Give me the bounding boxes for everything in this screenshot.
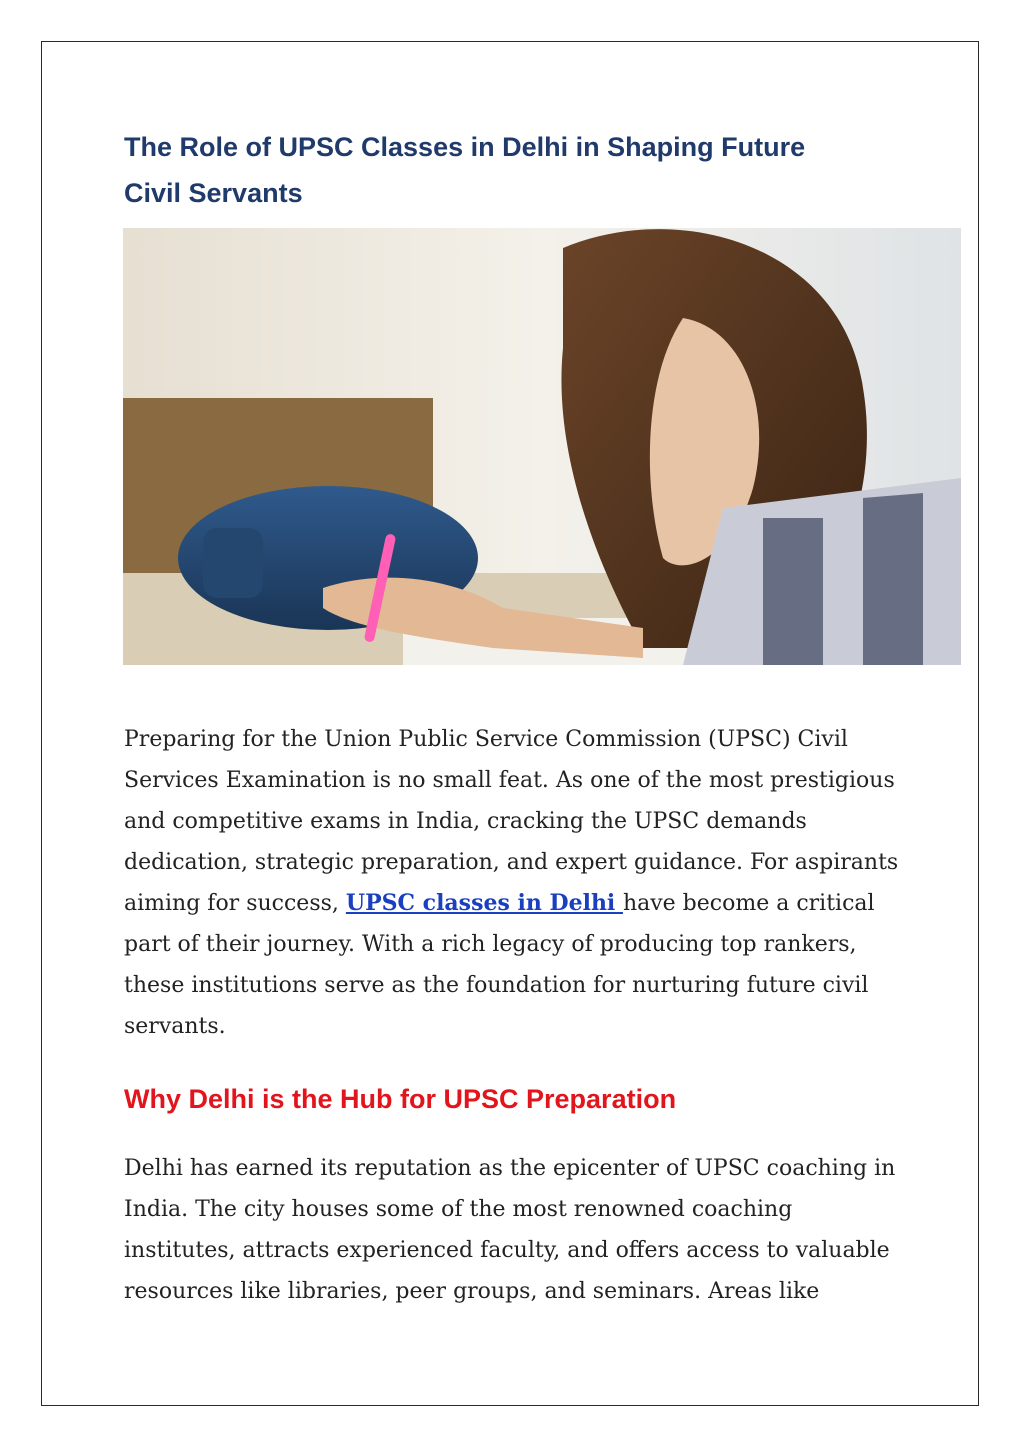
page-title — [124, 124, 904, 216]
upsc-classes-link[interactable]: UPSC classes in Delhi — [345, 890, 623, 916]
text-line: institutes, attracts experienced faculty, and offers access to valuable — [124, 1238, 890, 1263]
text-line: dedication, strategic preparation, and expert guidance. For aspirants — [124, 850, 899, 875]
text-line: servants. — [124, 1014, 226, 1039]
text-line: resources like libraries, peer groups, and seminars. Areas like — [124, 1279, 820, 1304]
text-line: aiming for success, — [124, 891, 346, 916]
title-line-1: The Role of UPSC Classes in Delhi in Shaping Future — [124, 132, 806, 162]
section-heading: Why Delhi is the Hub for UPSC Preparation — [124, 1084, 677, 1114]
text-line: India. The city houses some of the most renowned coaching — [124, 1197, 793, 1222]
text-line: and competitive exams in India, cracking the UPSC demands — [124, 809, 807, 834]
text-line: these institutions serve as the foundation for nurturing future civil — [124, 973, 869, 998]
section-paragraph — [124, 1148, 924, 1312]
text-line: Preparing for the Union Public Service Commission (UPSC) Civil — [124, 727, 848, 752]
intro-paragraph — [124, 719, 924, 1047]
title-line-2: Civil Servants — [124, 178, 303, 208]
text-line: Services Examination is no small feat. As one of the most prestigious — [124, 768, 895, 793]
text-line: have become a critical — [622, 891, 875, 916]
text-line: Delhi has earned its reputation as the epicenter of UPSC coaching in — [124, 1156, 896, 1181]
text-line: part of their journey. With a rich legacy of producing top rankers, — [124, 932, 857, 957]
student-writing-photo — [123, 228, 961, 665]
